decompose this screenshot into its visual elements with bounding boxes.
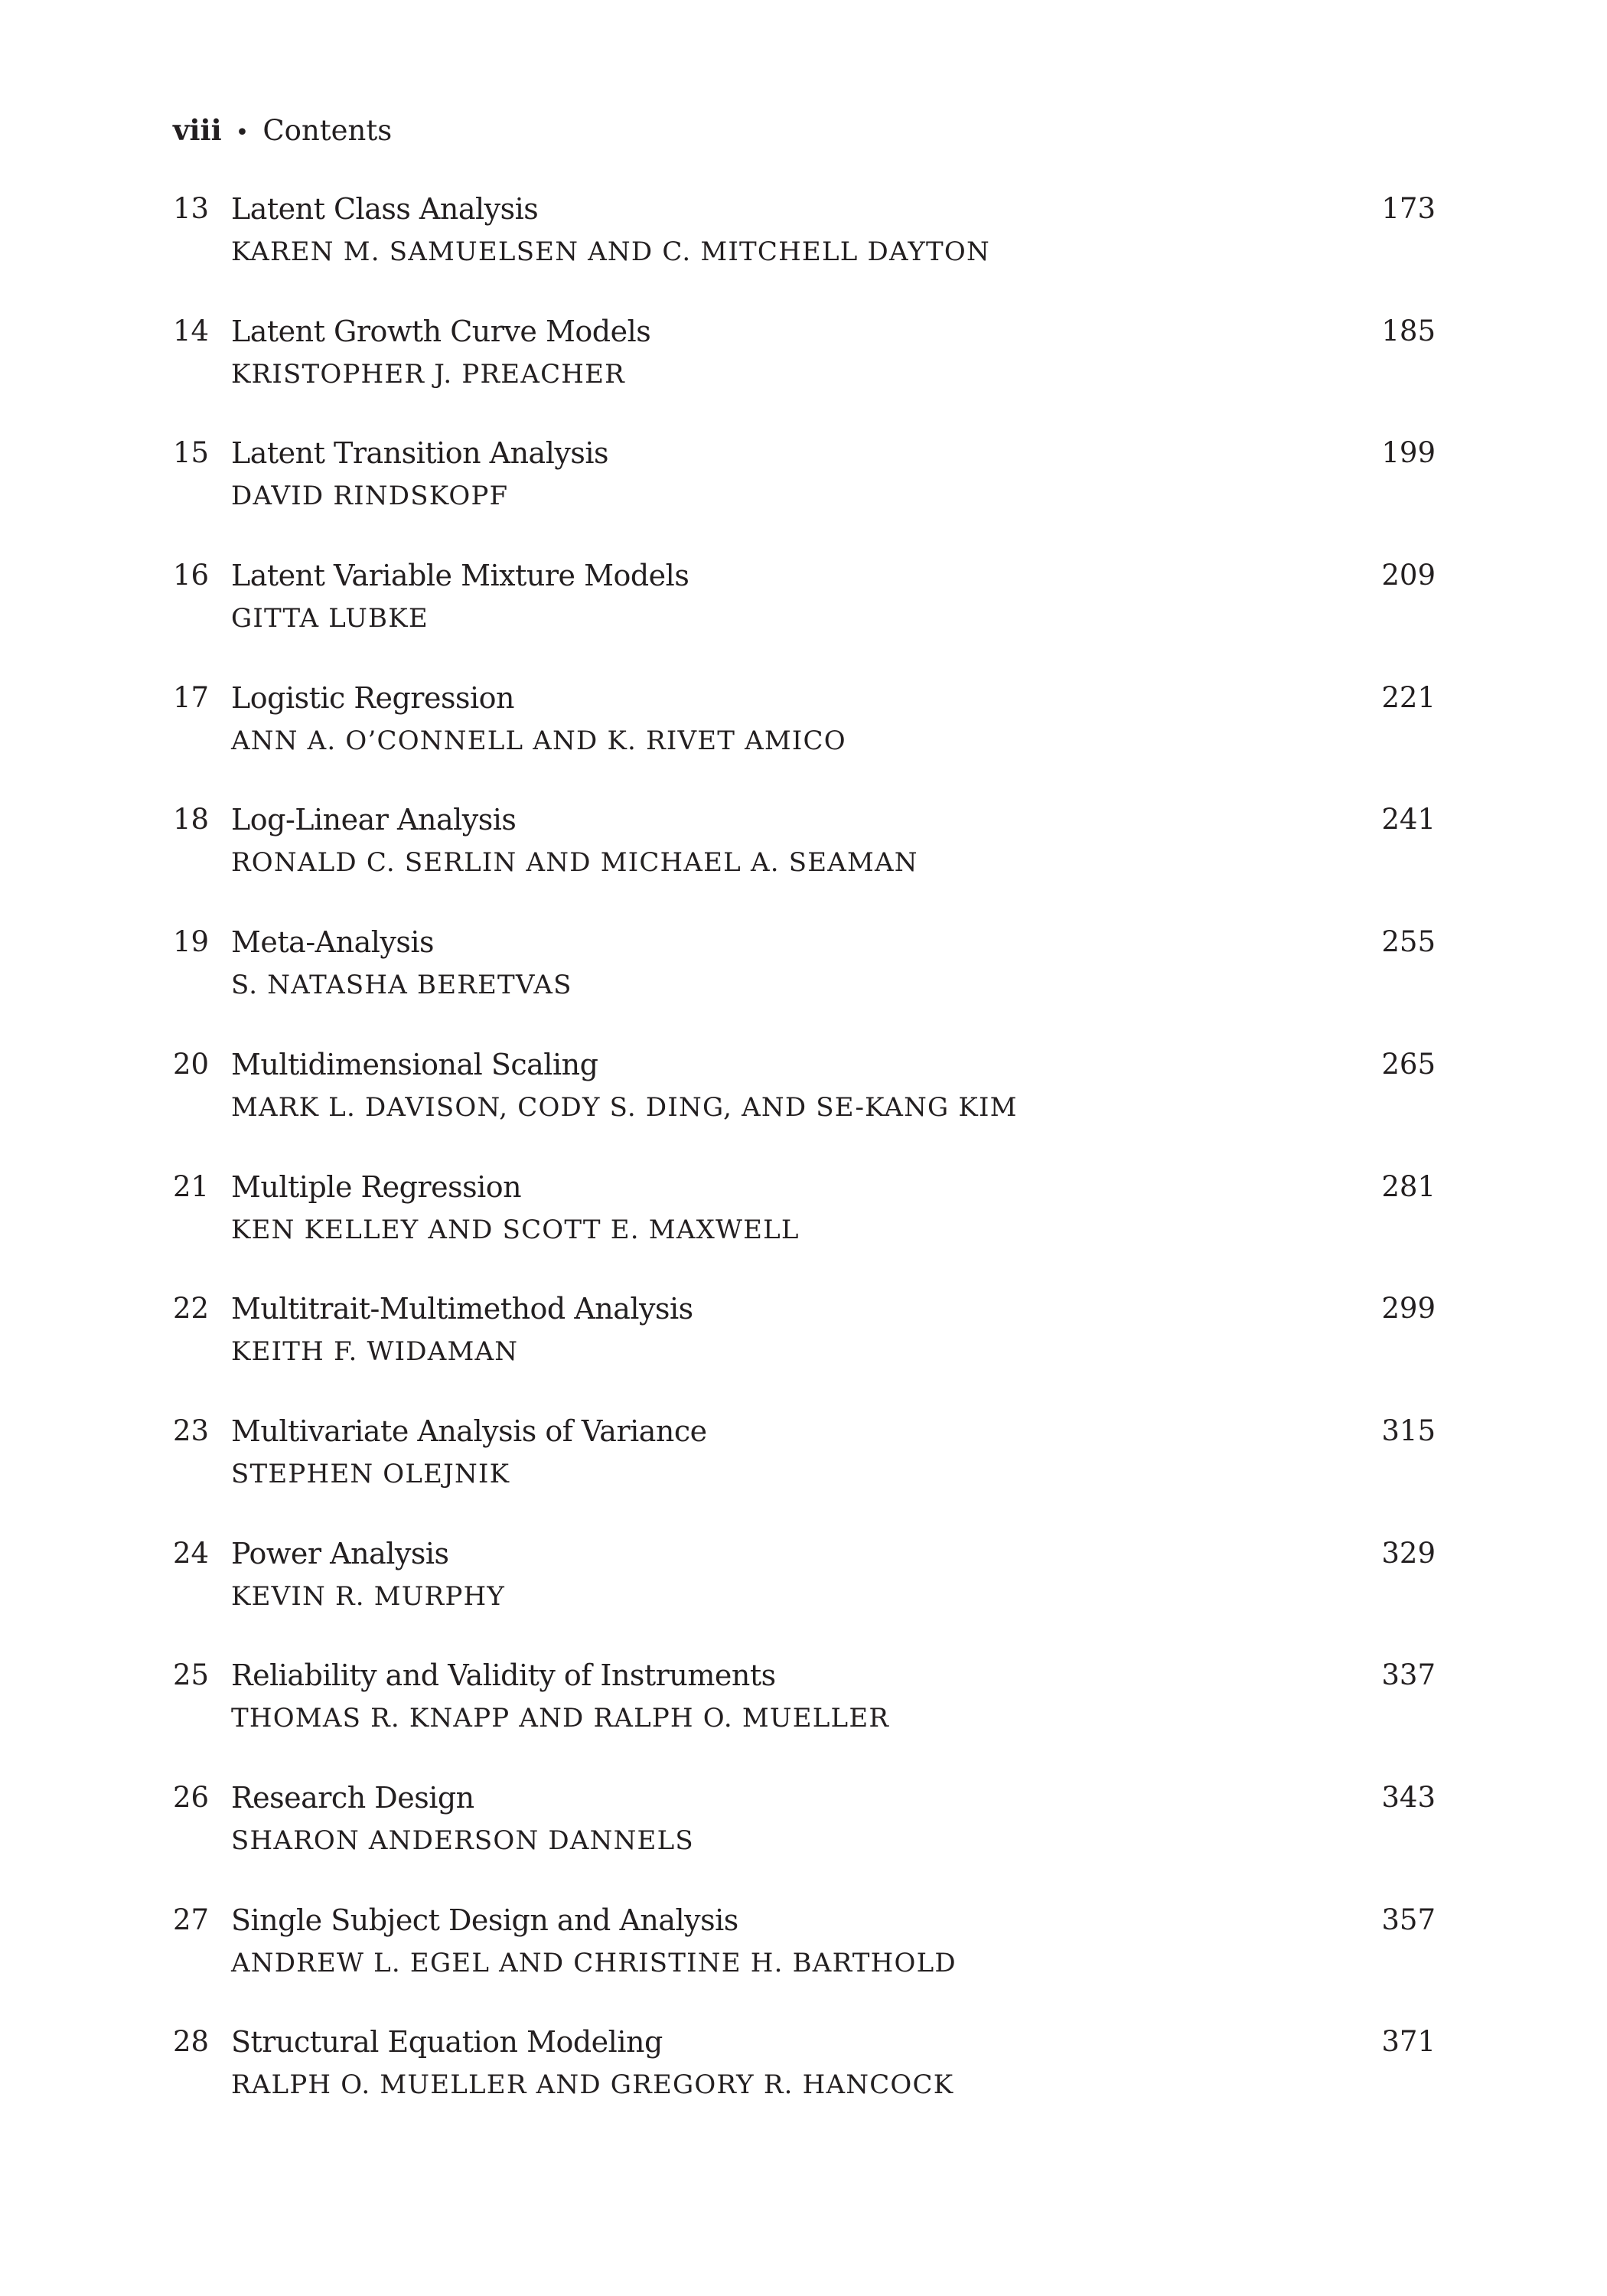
chapter-number: 21 — [173, 1169, 210, 1203]
chapter-title[interactable]: Single Subject Design and Analysis — [231, 1903, 738, 1937]
chapter-page-number: 343 — [1381, 1780, 1436, 1814]
toc-entry[interactable] — [173, 1168, 1436, 1290]
chapter-title[interactable]: Reliability and Validity of Instruments — [231, 1658, 776, 1693]
chapter-title[interactable]: Multiple Regression — [231, 1169, 522, 1204]
toc-entry[interactable] — [173, 801, 1436, 923]
bullet-icon: • — [235, 119, 249, 146]
chapter-number: 17 — [173, 680, 210, 714]
chapter-authors: GITTA LUBKE — [231, 603, 429, 634]
toc-entry[interactable] — [173, 190, 1436, 312]
table-of-contents — [173, 190, 1436, 2145]
toc-entry[interactable] — [173, 1290, 1436, 1412]
toc-entry[interactable] — [173, 923, 1436, 1045]
toc-entry[interactable] — [173, 312, 1436, 435]
toc-entry[interactable] — [173, 679, 1436, 801]
chapter-page-number: 371 — [1381, 2025, 1436, 2059]
chapter-page-number: 185 — [1381, 314, 1436, 347]
chapter-number: 24 — [173, 1536, 210, 1570]
chapter-number: 23 — [173, 1414, 210, 1447]
page-number: viii — [173, 113, 222, 147]
chapter-number: 18 — [173, 803, 210, 837]
chapter-title[interactable]: Latent Transition Analysis — [231, 436, 608, 471]
chapter-authors: KRISTOPHER J. PREACHER — [231, 358, 625, 390]
chapter-authors: ANDREW L. EGEL AND CHRISTINE H. BARTHOLD — [231, 1947, 957, 1978]
chapter-title[interactable]: Latent Class Analysis — [231, 192, 539, 226]
chapter-number: 16 — [173, 559, 210, 592]
toc-entry[interactable] — [173, 1045, 1436, 1168]
toc-entry[interactable] — [173, 2023, 1436, 2145]
section-title: Contents — [262, 114, 393, 147]
chapter-page-number: 337 — [1381, 1658, 1436, 1692]
chapter-authors: RALPH O. MUELLER AND GREGORY R. HANCOCK — [231, 2069, 954, 2101]
toc-entry[interactable] — [173, 1534, 1436, 1657]
chapter-number: 14 — [173, 314, 210, 347]
chapter-title[interactable]: Logistic Regression — [231, 680, 514, 715]
toc-entry[interactable] — [173, 556, 1436, 679]
chapter-authors: KEN KELLEY AND SCOTT E. MAXWELL — [231, 1214, 800, 1245]
chapter-authors: THOMAS R. KNAPP AND RALPH O. MUELLER — [231, 1703, 890, 1734]
chapter-number: 19 — [173, 925, 210, 959]
toc-entry[interactable] — [173, 1901, 1436, 2024]
chapter-authors: STEPHEN OLEJNIK — [231, 1458, 510, 1489]
chapter-page-number: 299 — [1381, 1292, 1436, 1326]
chapter-title[interactable]: Meta-Analysis — [231, 925, 435, 960]
chapter-number: 26 — [173, 1780, 210, 1814]
chapter-title[interactable]: Latent Growth Curve Models — [231, 314, 651, 348]
chapter-number: 22 — [173, 1292, 210, 1326]
chapter-authors: ANN A. O’CONNELL AND K. RIVET AMICO — [231, 725, 846, 756]
chapter-title[interactable]: Structural Equation Modeling — [231, 2025, 663, 2060]
chapter-page-number: 281 — [1381, 1169, 1436, 1203]
chapter-number: 28 — [173, 2025, 210, 2059]
chapter-page-number: 241 — [1381, 803, 1436, 837]
chapter-page-number: 209 — [1381, 559, 1436, 592]
chapter-title[interactable]: Power Analysis — [231, 1536, 449, 1570]
chapter-title[interactable]: Multivariate Analysis of Variance — [231, 1414, 707, 1448]
chapter-authors: DAVID RINDSKOPF — [231, 481, 509, 512]
chapter-title[interactable]: Multidimensional Scaling — [231, 1047, 598, 1081]
chapter-authors: S. NATASHA BERETVAS — [231, 970, 572, 1001]
chapter-page-number: 221 — [1381, 680, 1436, 714]
page-header — [173, 113, 392, 152]
chapter-authors: KEITH F. WIDAMAN — [231, 1336, 519, 1368]
chapter-authors: RONALD C. SERLIN AND MICHAEL A. SEAMAN — [231, 847, 918, 879]
chapter-authors: MARK L. DAVISON, CODY S. DING, AND SE-KANG KIM — [231, 1091, 1018, 1123]
chapter-page-number: 315 — [1381, 1414, 1436, 1447]
chapter-authors: KAREN M. SAMUELSEN AND C. MITCHELL DAYTON — [231, 236, 990, 267]
chapter-page-number: 199 — [1381, 436, 1436, 470]
chapter-title[interactable]: Log-Linear Analysis — [231, 803, 517, 837]
toc-entry[interactable] — [173, 1412, 1436, 1534]
chapter-page-number: 357 — [1381, 1903, 1436, 1936]
chapter-number: 13 — [173, 192, 210, 225]
chapter-authors: KEVIN R. MURPHY — [231, 1580, 506, 1612]
chapter-title[interactable]: Research Design — [231, 1780, 474, 1815]
toc-entry[interactable] — [173, 1779, 1436, 1901]
chapter-number: 15 — [173, 436, 210, 470]
chapter-page-number: 329 — [1381, 1536, 1436, 1570]
chapter-page-number: 255 — [1381, 925, 1436, 959]
chapter-authors: SHARON ANDERSON DANNELS — [231, 1825, 694, 1856]
chapter-number: 20 — [173, 1047, 210, 1081]
chapter-title[interactable]: Multitrait-Multimethod Analysis — [231, 1292, 693, 1326]
chapter-number: 25 — [173, 1658, 210, 1692]
toc-entry[interactable] — [173, 1656, 1436, 1779]
chapter-number: 27 — [173, 1903, 210, 1936]
chapter-title[interactable]: Latent Variable Mixture Models — [231, 559, 689, 593]
chapter-page-number: 265 — [1381, 1047, 1436, 1081]
toc-entry[interactable] — [173, 434, 1436, 556]
chapter-page-number: 173 — [1381, 192, 1436, 225]
